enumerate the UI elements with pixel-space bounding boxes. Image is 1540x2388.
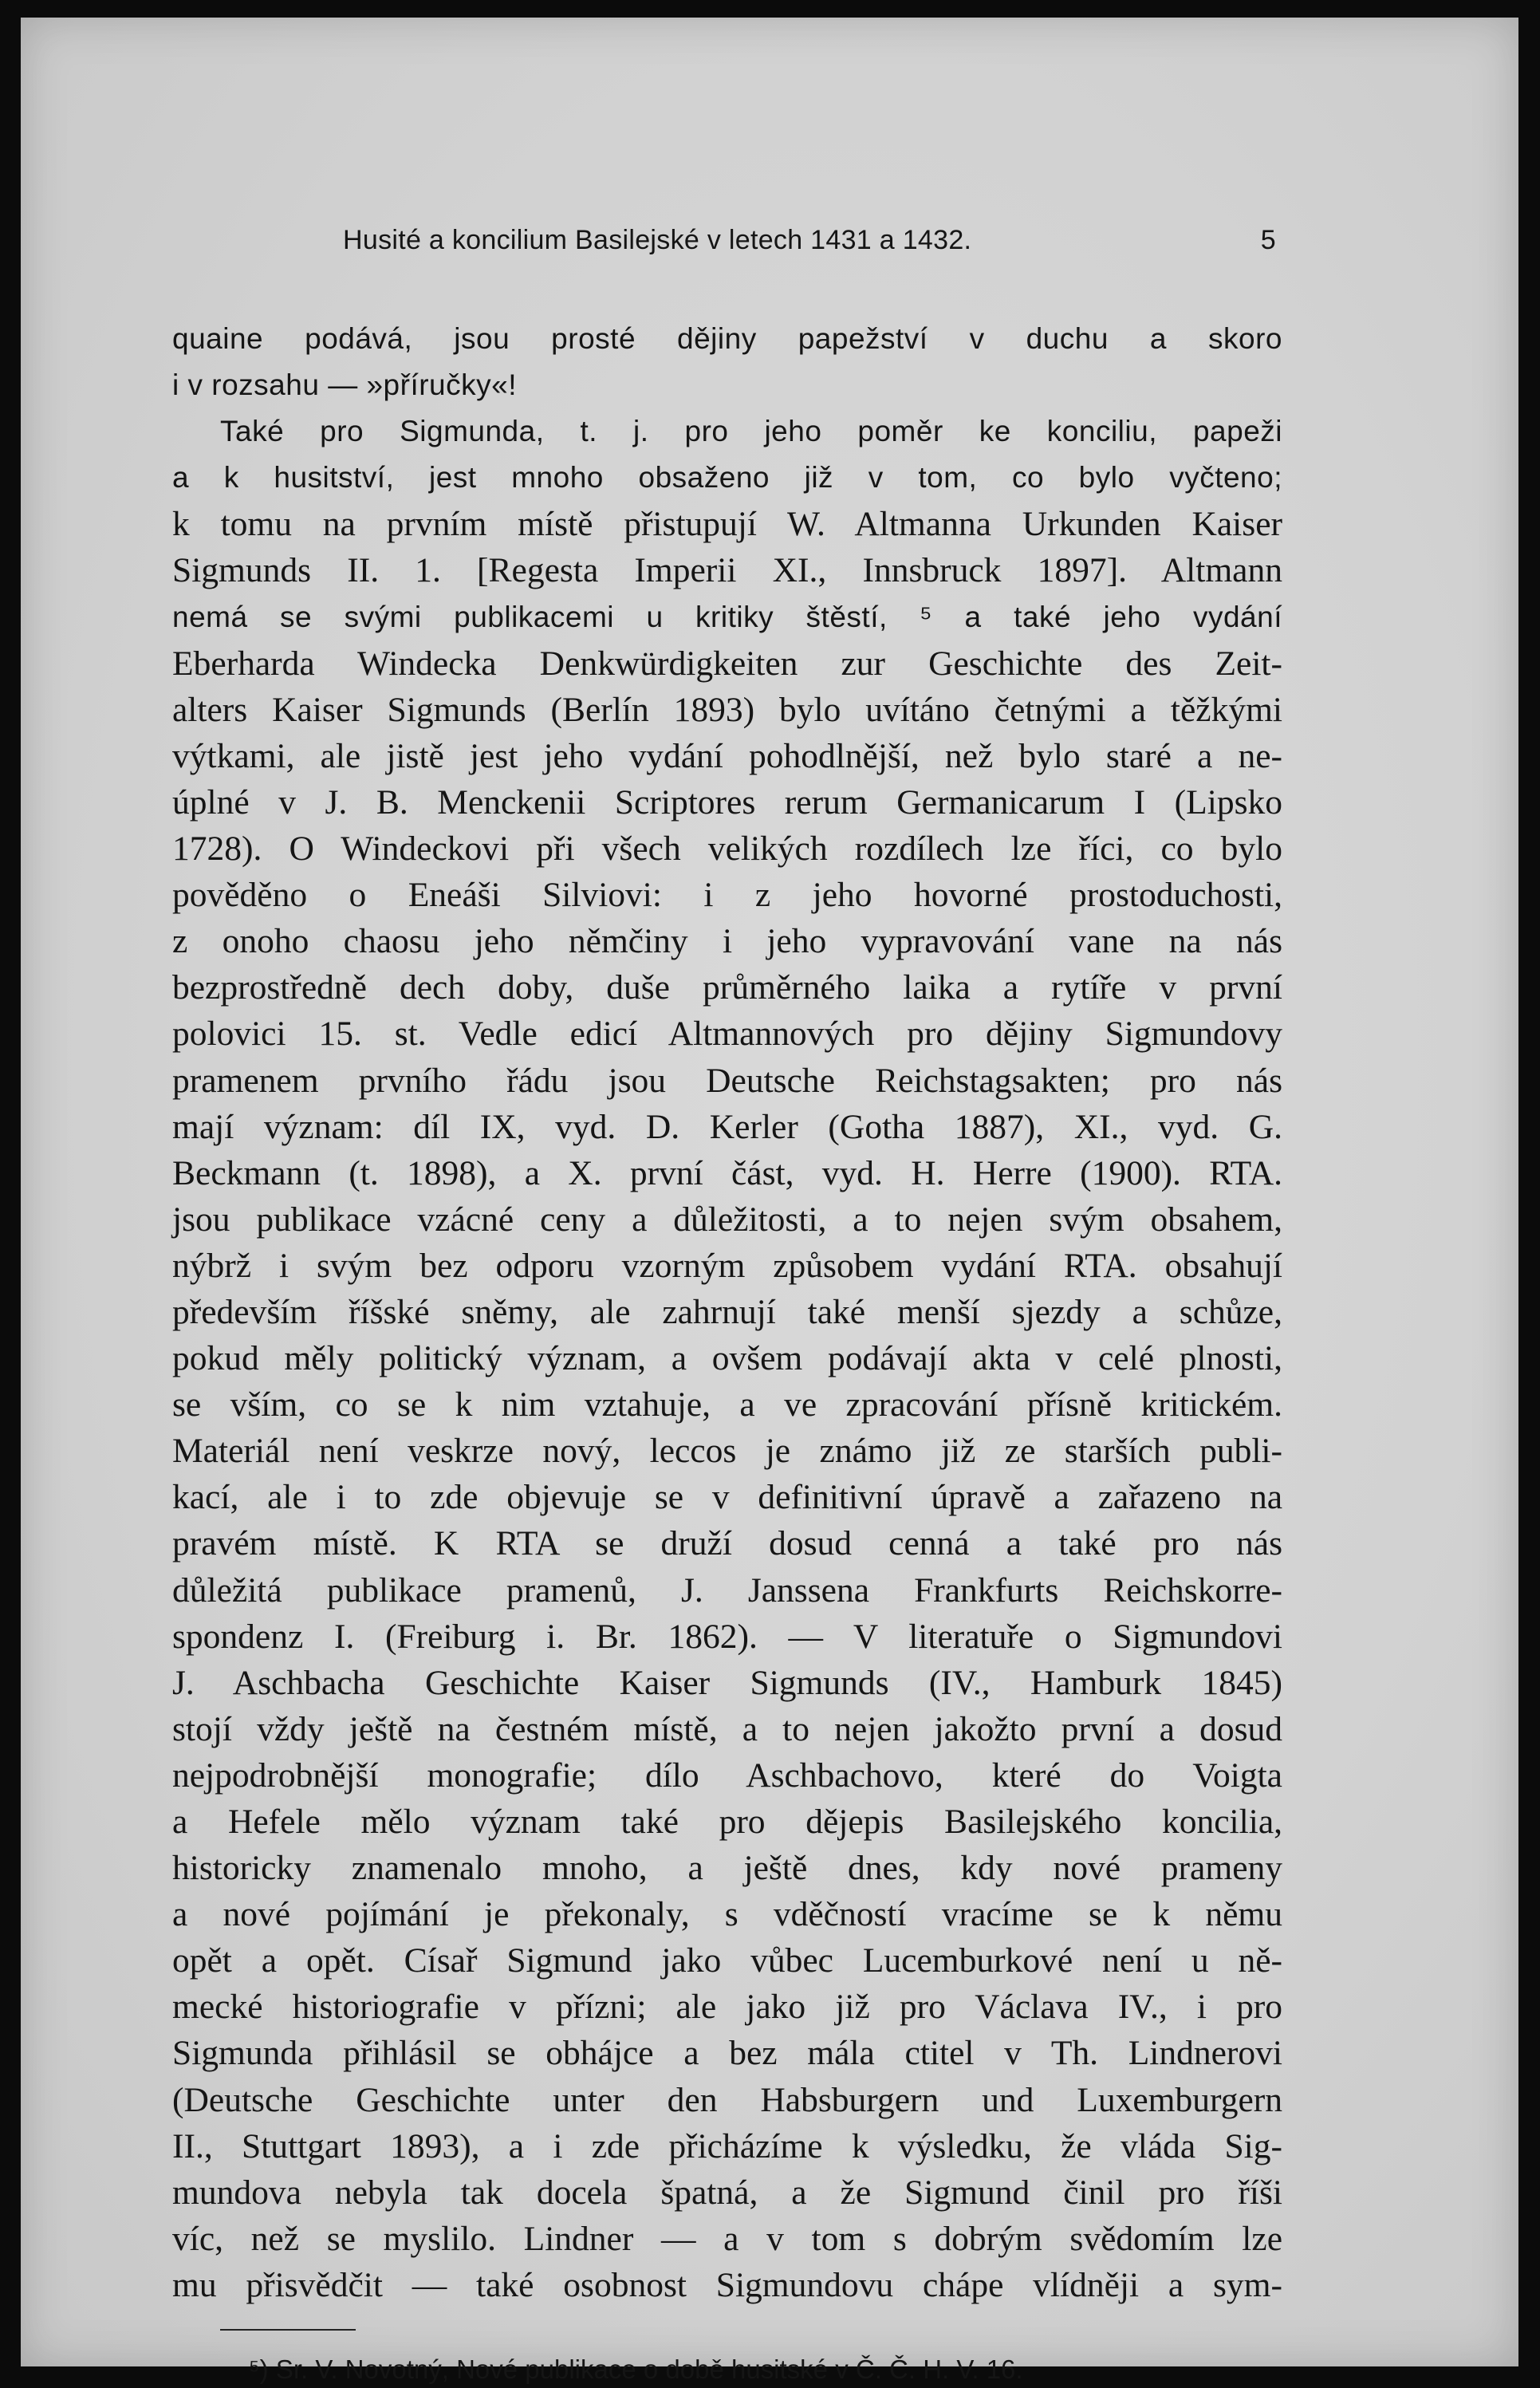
text-line: Také pro Sigmunda, t. j. pro jeho poměr ke konciliu, papeži <box>220 415 1282 448</box>
text-line: Eberharda Windecka Denkwürdigkeiten zur Geschichte des Zeit- <box>172 644 1282 683</box>
text-line: historicky znamenalo mnoho, a ještě dnes, kdy nové prameny <box>172 1849 1282 1888</box>
text-line: jsou publikace vzácné ceny a důležitosti, a to nejen svým obsahem, <box>172 1200 1282 1239</box>
text-line: z onoho chaosu jeho němčiny i jeho vypravování vane na nás <box>172 922 1282 961</box>
text-line: víc, než se myslilo. Lindner — a v tom s dobrým svědomím lze <box>172 2219 1282 2258</box>
text-line: bezprostředně dech doby, duše průměrného laika a rytíře v první <box>172 968 1282 1007</box>
text-line: Materiál není veskrze nový, leccos je známo již ze starších publi- <box>172 1432 1282 1471</box>
page-number: 5 <box>1260 225 1276 255</box>
text-line: mecké historiografie v přízni; ale jako již pro Václava IV., i pro <box>172 1988 1282 2027</box>
running-head <box>172 225 1282 273</box>
text-line: polovici 15. st. Vedle edicí Altmannových pro dějiny Sigmundovy <box>172 1015 1282 1054</box>
body-text <box>172 316 1282 2308</box>
text-line: pravém místě. K RTA se druží dosud cenná a také pro nás <box>172 1524 1282 1563</box>
text-line: mu přisvědčit — také osobnost Sigmundovu chápe vlídněji a sym- <box>172 2265 1282 2304</box>
running-head-title: Husité a koncilium Basilejské v letech 1431 a 1432. <box>343 225 972 255</box>
text-line: se vším, co se k nim vztahuje, a ve zpracování přísně kritickém. <box>172 1385 1282 1425</box>
text-line: quaine podává, jsou prosté dějiny papežství v duchu a skoro <box>172 322 1282 355</box>
text-line: pramenem prvního řádu jsou Deutsche Reichstagsakten; pro nás <box>172 1061 1282 1100</box>
text-line: (Deutsche Geschichte unter den Habsburgern und Luxemburgern <box>172 2080 1282 2119</box>
text-line: důležitá publikace pramenů, J. Janssena Frankfurts Reichskorre- <box>172 1570 1282 1610</box>
footnote-divider <box>220 2329 356 2331</box>
text-line: mají význam: díl IX, vyd. D. Kerler (Gotha 1887), XI., vyd. G. <box>172 1107 1282 1146</box>
text-line: J. Aschbacha Geschichte Kaiser Sigmunds (IV., Hamburk 1845) <box>172 1663 1282 1702</box>
text-line: nejpodrobnější monografie; dílo Aschbachovo, které do Voigta <box>172 1756 1282 1795</box>
text-line: nemá se svými publikacemi u kritiky štěstí, ⁵ a také jeho vydání <box>172 600 1282 633</box>
text-line: Beckmann (t. 1898), a X. první část, vyd. H. Herre (1900). RTA. <box>172 1153 1282 1192</box>
text-line: i v rozsahu — »příručky«! <box>172 368 517 402</box>
footnote: ⁵) Sr. V. Novotný, Nové publikace o době husitské v Č. Č. H. V. 16. <box>249 2355 1023 2385</box>
text-line: a nové pojímání je překonaly, s vděčností vracíme se k němu <box>172 1895 1282 1934</box>
text-line: především říšské sněmy, ale zahrnují také menší sjezdy a schůze, <box>172 1292 1282 1331</box>
text-line: 1728). O Windeckovi při všech velikých rozdílech lze říci, co bylo <box>172 829 1282 869</box>
text-line: pověděno o Eneáši Silviovi: i z jeho hovorné prostoduchosti, <box>172 876 1282 915</box>
text-line: stojí vždy ještě na čestném místě, a to nejen jakožto první a dosud <box>172 1709 1282 1748</box>
text-line: Sigmunds II. 1. [Regesta Imperii XI., Innsbruck 1897]. Altmann <box>172 551 1282 590</box>
text-line: výtkami, ale jistě jest jeho vydání pohodlnější, než bylo staré a ne- <box>172 736 1282 775</box>
text-line: II., Stuttgart 1893), a i zde přicházíme k výsledku, že vláda Sig- <box>172 2126 1282 2165</box>
text-line: a k husitství, jest mnoho obsaženo již v tom, co bylo vyčteno; <box>172 461 1282 495</box>
text-line: pokud měly politický význam, a ovšem podávají akta v celé plnosti, <box>172 1339 1282 1378</box>
text-line: úplné v J. B. Menckenii Scriptores rerum Germanicarum I (Lipsko <box>172 782 1282 822</box>
text-line: kací, ale i to zde objevuje se v definitivní úpravě a zařazeno na <box>172 1478 1282 1517</box>
text-line: Sigmunda přihlásil se obhájce a bez mála ctitel v Th. Lindnerovi <box>172 2034 1282 2073</box>
text-line: opět a opět. Císař Sigmund jako vůbec Lucemburkové není u ně- <box>172 1941 1282 1980</box>
text-line: nýbrž i svým bez odporu vzorným způsobem vydání RTA. obsahují <box>172 1246 1282 1285</box>
page-content <box>172 225 1282 2385</box>
text-line: spondenz I. (Freiburg i. Br. 1862). — V literatuře o Sigmundovi <box>172 1617 1282 1656</box>
text-line: mundova nebyla tak docela špatná, a že Sigmund činil pro říši <box>172 2173 1282 2212</box>
text-line: k tomu na prvním místě přistupují W. Altmanna Urkunden Kaiser <box>172 505 1282 544</box>
text-line: a Hefele mělo význam také pro dějepis Basilejského koncilia, <box>172 1803 1282 1841</box>
text-line: alters Kaiser Sigmunds (Berlín 1893) bylo uvítáno četnými a těžkými <box>172 690 1282 729</box>
